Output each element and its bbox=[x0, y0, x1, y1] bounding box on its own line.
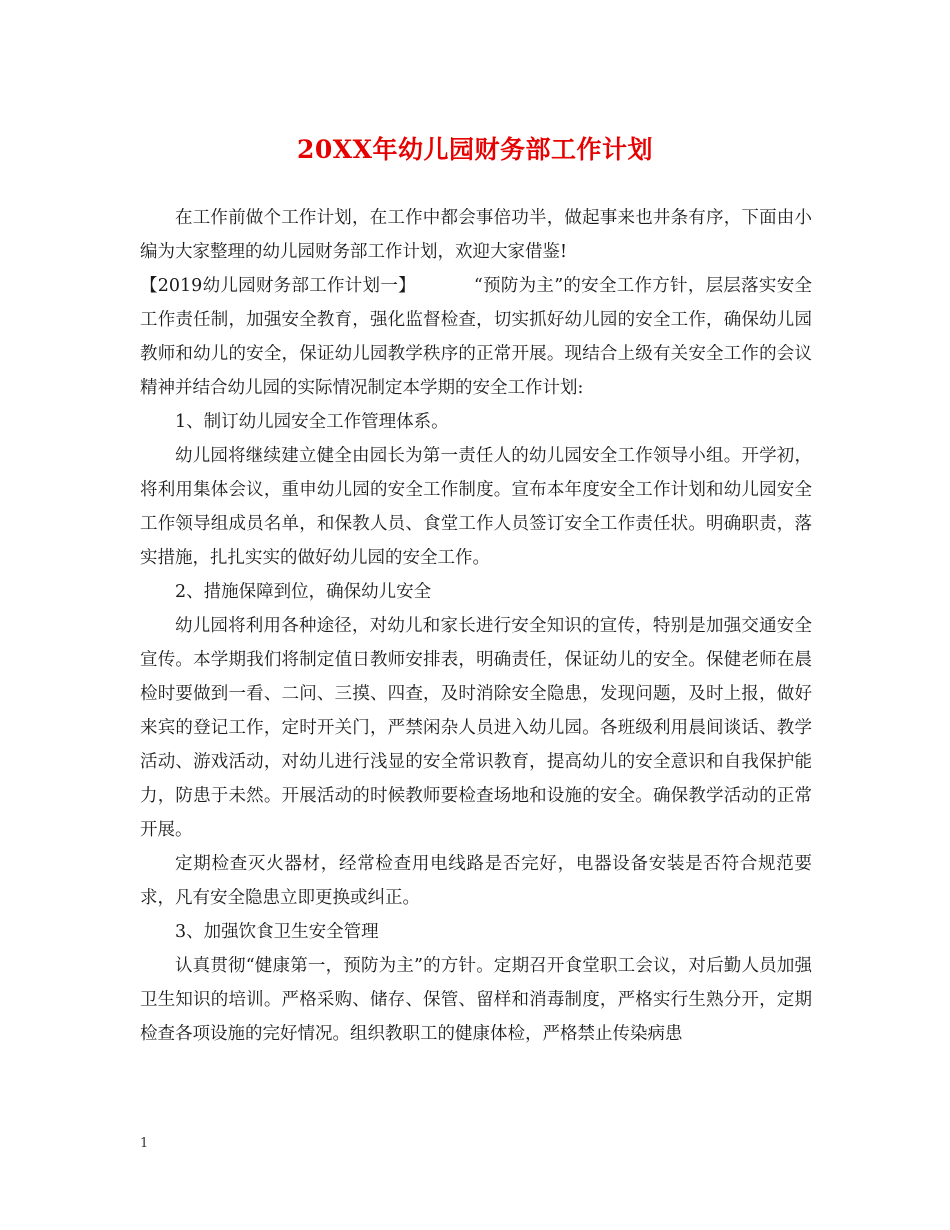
section-paragraph bbox=[140, 269, 812, 405]
item2-heading: 2、措施保障到位，确保幼儿安全 bbox=[175, 582, 432, 602]
item3-heading: 3、加强饮食卫生安全管理 bbox=[175, 922, 379, 942]
item3-body: 认真贯彻“健康第一，预防为主”的方针。定期召开食堂职工会议，对后勤人员加强卫生知识的培训。严格采购、储存、保管、留样和消毒制度，严格实行生熟分开，定期检查各项设施的完好情况。组织教职工的健康体检，严格禁止传染病患 bbox=[140, 956, 812, 1044]
item2-body-2: 定期检查灭火器材，经常检查用电线路是否完好，电器设备安装是否符合规范要求，凡有安全隐患立即更换或纠正。 bbox=[140, 854, 812, 908]
item1-heading: 1、制订幼儿园安全工作管理体系。 bbox=[175, 412, 449, 432]
item2-body: 幼儿园将利用各种途径，对幼儿和家长进行安全知识的宣传，特别是加强交通安全宣传。本学期我们将制定值日教师安排表，明确责任，保证幼儿的安全。保健老师在晨检时要做到一看、二问、三摸、四查，及时消除安全隐患，发现问题，及时上报，做好来宾的登记工作，定时开关门，严禁闲杂人员进入幼儿园。各班级利用晨间谈话、教学活动、游戏活动，对幼儿进行浅显的安全常识教育，提高幼儿的安全意识和自我保护能力，防患于未然。开展活动的时候教师要检查场地和设施的安全。确保教学活动的正常开展。 bbox=[140, 616, 812, 840]
document-body bbox=[140, 201, 812, 1051]
intro-paragraph: 在工作前做个工作计划，在工作中都会事倍功半，做起事来也井条有序，下面由小编为大家整理的幼儿园财务部工作计划，欢迎大家借鉴! bbox=[140, 208, 812, 262]
section-header: 【2019幼儿园财务部工作计划一】 bbox=[140, 276, 416, 296]
page-number: 1 bbox=[140, 1136, 149, 1151]
document-title: 20XX年幼儿园财务部工作计划 bbox=[296, 135, 654, 164]
item1-body: 幼儿园将继续建立健全由园长为第一责任人的幼儿园安全工作领导小组。开学初，将利用集体会议，重申幼儿园的安全工作制度。宣布本年度安全工作计划和幼儿园安全工作领导组成员名单，和保教人员、食堂工作人员签订安全工作责任状。明确职责，落实措施，扎扎实实的做好幼儿园的安全工作。 bbox=[140, 446, 812, 568]
section-header-text: “预防为主”的安全工作方针，层层落实安全工作责任制，加强安全教育，强化监督检查，切实抓好幼儿园的安全工作，确保幼儿园教师和幼儿的安全，保证幼儿园教学秩序的正常开展。现结合上级有关安全工作的会议精神并结合幼儿园的实际情况制定本学期的安全工作计划: bbox=[140, 276, 812, 398]
